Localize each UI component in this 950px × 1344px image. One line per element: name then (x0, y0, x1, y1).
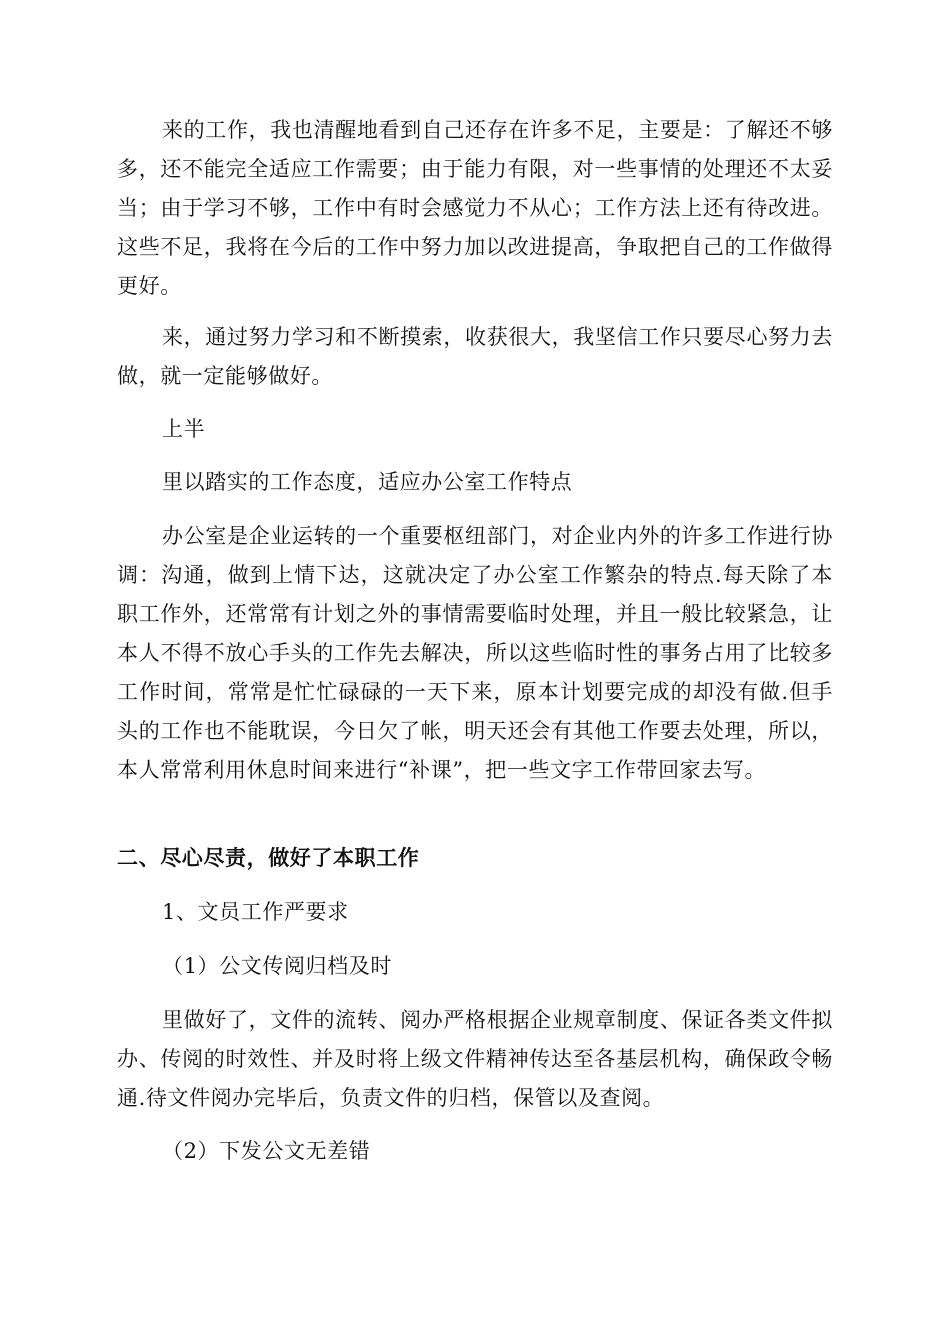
subheading-issued-documents: （2）下发公文无差错 (162, 1139, 371, 1163)
paragraph-work-attitude: 里以踏实的工作态度，适应办公室工作特点 (162, 470, 573, 494)
paragraph-document-circulation: 里做好了，文件的流转、阅办严格根据企业规章制度、保证各类文件拟办、传阅的时效性、并及时将上级文件精神传达至各基层机构，确保政令畅通.待文件阅办完毕后，负责文件的归档，保管以及查阅。 (117, 1008, 833, 1110)
paragraph-first-half: 上半 (162, 417, 206, 441)
paragraph-shortcomings: 来的工作，我也清醒地看到自己还存在许多不足，主要是：了解还不够多，还不能完全适应工作需要；由于能力有限，对一些事情的处理还不太妥当；由于学习不够，工作中有时会感觉力不从心；工作方法上还有待改进。这些不足，我将在今后的工作中努力加以改进提高，争取把自己的工作做得更好。 (117, 118, 833, 298)
paragraph-office-role: 办公室是企业运转的一个重要枢纽部门，对企业内外的许多工作进行协调：沟通，做到上情下达，这就决定了办公室工作繁杂的特点.每天除了本职工作外，还常常有计划之外的事情需要临时处理，并且一般比较紧急，让本人不得不放心手头的工作先去解决，所以这些临时性的事务占用了比较多工作时间，常常是忙忙碌碌的一天下来，原本计划要完成的却没有做.但手头的工作也不能耽误，今日欠了帐，明天还会有其他工作要去处理，所以，本人常常利用休息时间来进行“补课”，把一些文字工作带回家去写。 (117, 524, 833, 782)
subheading-document-filing: （1）公文传阅归档及时 (162, 954, 392, 978)
paragraph-conclusion: 来，通过努力学习和不断摸索，收获很大，我坚信工作只要尽心努力去做，就一定能够做好。 (117, 325, 833, 388)
section-heading-two: 二、尽心尽责，做好了本职工作 (117, 846, 420, 870)
subheading-clerk-work: 1、文员工作严要求 (162, 900, 349, 924)
